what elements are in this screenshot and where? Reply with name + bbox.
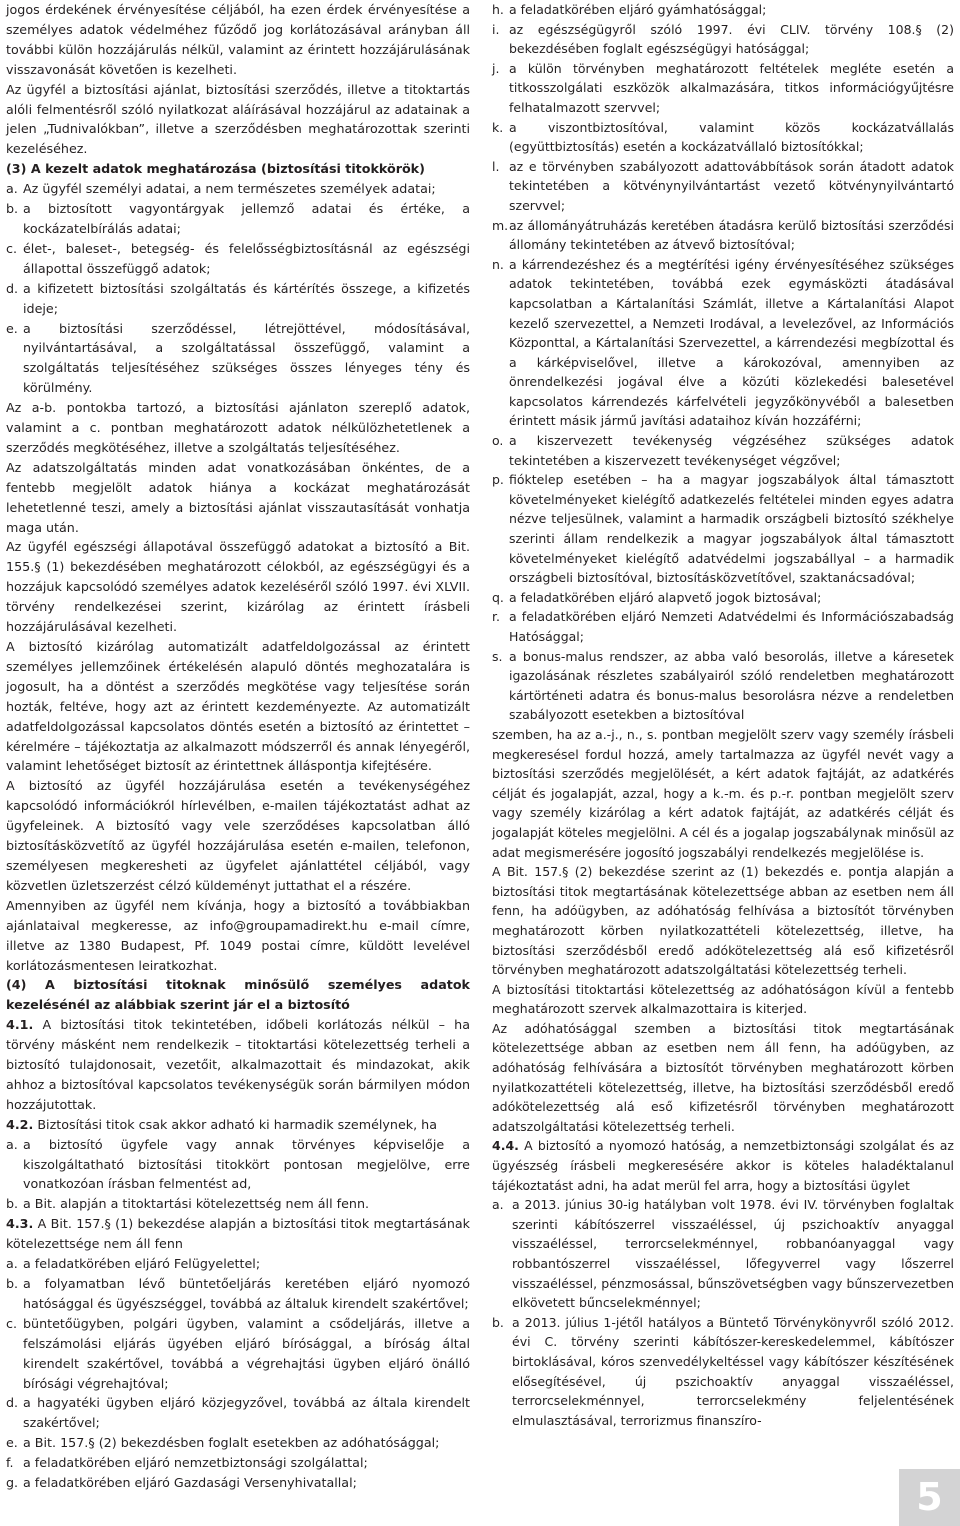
list-marker: b. [6, 201, 19, 217]
list-marker: i. [492, 21, 500, 37]
list-item-text: a kiszervezett tevékenység végzéséhez szükséges adatok tekintetében a kiszervezett tevékenységet végzővel; [509, 433, 954, 468]
paragraph-text: A Bit. 157.§ (1) bekezdése alapján a biztosítási titok megtartásának kötelezettsége nem áll fenn [6, 1216, 470, 1252]
list-item-text: az egészségügyről szóló 1997. évi CLIV. törvény 108.§ (2) bekezdésében foglalt egészségügyi hatósággal; [509, 21, 954, 57]
list-marker: e. [6, 1435, 18, 1451]
paragraph-text: A biztosítási titok tekintetében, időbeli korlátozás nélkül – ha törvény másként nem rendelkezik – titoktartási kötelezettség terheli a biztosító tulajdonosait, vezetőit, alkalmazottait és mindazokat, akik ahhoz a biztosítóval kapcsolatos tevékenységük során bármilyen módon hozzájutottak. [6, 1017, 470, 1112]
paragraph: A biztosító az ügyfél hozzájárulása esetén a tevékenységéhez kapcsolódó információkról hírlevélben, e-mailen tájékoztatást adhat az ügyfeleinek. A biztosító vagy vele szerződéses kapcsolatban álló biztosításközvetítő az ügyfél hozzájárulása esetén e-mailen, telefonon, személyesen megkeresheti az ügyfelet ajánlattétel céljából, vagy közvetlen üzletszerzést célzó küldeményt juttathat el a részére. [6, 778, 470, 893]
paragraph-text: Biztosítási titok csak akkor adható ki harmadik személynek, ha [37, 1116, 437, 1132]
list-item [6, 279, 470, 319]
list-item [6, 319, 470, 399]
list-item [6, 1274, 470, 1314]
list-marker: f. [6, 1455, 14, 1471]
list-item [492, 255, 954, 431]
list-item [6, 199, 470, 239]
list-marker: r. [492, 609, 500, 625]
list-item [6, 1254, 470, 1274]
list-marker: b. [6, 1196, 19, 1212]
list-marker: a. [6, 1136, 18, 1152]
list-item-text: büntetőügyben, polgári ügyben, valamint a csődeljárás, illetve a felszámolási eljárás ügyében eljáró bírósággal, a bíróság által kirendelt szakértővel, továbbá a végrehajtási ügyben eljáró önálló bírósági végrehajtóval; [23, 1315, 470, 1391]
list-item [492, 118, 954, 157]
list-marker: n. [492, 256, 504, 272]
paragraph: A biztosító kizárólag automatizált adatfeldolgozással az érintett személyes jellemzőinek értékelésén alapuló döntés meghozatalára is jogosult, ha a döntést a szerződés megkötése vagy teljesítése során hozták, feltéve, hogy azt az érintett kezdeményezte. Az automatizált adatfeldolgozással kapcsolatos döntés esetén a biztosító az érintettet – kérelmére – tájékoztatja az alkalmazott módszerről és annak lényegéről, valamint lehetőséget biztosít az érintettnek álláspontja kifejtésére. [6, 639, 470, 774]
list-marker: b. [6, 1276, 19, 1291]
list-item [492, 607, 954, 646]
list-item [492, 470, 954, 588]
list-item [6, 1453, 470, 1473]
list-marker: k. [492, 119, 504, 135]
left-column [6, 0, 470, 1493]
list-item [492, 1195, 954, 1313]
list-item-text: a biztosító ügyfele vagy annak törvényes képviselője a kiszolgáltatható biztosítási titokkört pontosan megjelölve, erre vonatkozóan írásban felmentést ad, [23, 1136, 470, 1192]
list-item [6, 1135, 470, 1195]
list-item-text: a 2013. július 1-jétől hatályos a Büntető Törvénykönyvről szóló 2012. évi C. törvény szerinti kábítószer-kereskedelemmel, kábítószer birtoklásával, kóros szenvedélykeltéssel vagy kábítószer készítésének elősegítésével, új pszichoaktív anyaggal visszaéléssel, terrorcselekménnyel, terrorcselekmény feljelentésének elmulasztásával, terrorizmus finanszíro- [512, 1314, 954, 1428]
list-marker: d. [6, 280, 19, 296]
list-item-text: a biztosított vagyontárgyak jellemző adatai és értéke, a kockázatelbírálás adatai; [23, 201, 470, 236]
list-item-text: a 2013. június 30-ig hatályban volt 1978. évi IV. törvényben foglaltak szerinti kábítószerrel visszaéléssel, új pszichoaktív anyaggal visszaéléssel, terrorcselekménnyel, robbanóanyaggal vagy robbantószerrel visszaéléssel, lőfegyverrel vagy lőszerrel visszaéléssel, pénzmosással, bűnszövetségben vagy bűnszervezetben elkövetett bűncselekménnyel; [512, 1197, 954, 1311]
list-item-text: a feladatkörében eljáró Felügyelettel; [23, 1256, 261, 1272]
list-marker: c. [6, 240, 18, 256]
list-item-text: a kifizetett biztosítási szolgáltatás és kártérítés összege, a kifizetés ideje; [23, 280, 470, 316]
list-item [492, 216, 954, 255]
list-item-text: a bonus-malus rendszer, az abba való besorolás, illetve a káresetek igazolásának részletes szabályairól szóló rendeletben meghatározott kártörténeti adatra és bonus-malus besorolásra nézve a rendeletben szabályozott esetekben a biztosítóval [509, 648, 954, 723]
list-item-text: a Bit. alapján a titoktartási kötelezettség nem áll fenn. [23, 1196, 370, 1212]
section-heading: (3) A kezelt adatok meghatározása (biztosítási titokkörök) [6, 161, 425, 177]
list-item [492, 20, 954, 59]
numbered-paragraph [6, 1015, 470, 1115]
list-item-text: a hagyatéki ügyben eljáró közjegyzővel, továbbá az általa kirendelt szakértővel; [23, 1395, 470, 1431]
list-item-text: a feladatkörében eljáró nemzetbiztonsági szolgálattal; [23, 1455, 368, 1471]
paragraph: Az adóhatósággal szemben a biztosítási titok megtartásának kötelezettsége abban az esetben nem áll fenn, ha adóügyben, az adóhatóság felhívására a biztosítót törvényben meghatározott körben nyilatkozattételi kötelezettség, illetve, ha biztosítási szerződésből eredő adókötelezettség alá eső kifizetésről törvényben meghatározott adatszolgáltatási kötelezettség terheli. [492, 1020, 954, 1134]
list-marker: a. [6, 181, 18, 197]
numbered-paragraph [6, 1115, 470, 1135]
paragraph: Az a-b. pontokba tartozó, a biztosítási ajánlaton szereplő adatok, valamint a c. pontban meghatározott adatok nélkülözhetetlenek a szerződés megkötéséhez, illetve a szolgáltatás teljesítéséhez. [6, 400, 470, 455]
list-item-text: a Bit. 157.§ (2) bekezdésben foglalt esetekben az adóhatósággal; [23, 1435, 440, 1451]
paragraph: jogos érdekének érvényesítése céljából, ha ezen érdek érvényesítése a személyes adatok védelméhez fűződő jog korlátozásával arányban áll további külön hozzájárulás nélkül, valamint az érintett hozzájárulásának visszavonását követően is kezelheti. [6, 2, 470, 77]
list-item [6, 179, 470, 199]
list-marker: h. [492, 2, 504, 17]
list-item [6, 239, 470, 279]
paragraph: A biztosítási titoktartási kötelezettség az adóhatóságon kívül a fentebb meghatározott szervek alkalmazottaira is kiterjed. [492, 981, 954, 1017]
list-item [6, 1314, 470, 1394]
list-item-text: a biztosítási szerződéssel, létrejöttével, módosításával, nyilvántartásával, a szolgáltatással összefüggő, valamint a szolgáltatás teljesítéséhez szükséges összes lényeges tény és körülmény. [23, 320, 470, 396]
list-item-text: a kárrendezéshez és a megtérítési igény érvényesítéséhez szükséges adatok tekintetében, továbbá ezek egymásközti átadásával kapcsolatban a Kártalanítási Számlát, illetve a Kártalanítási Alapot kezelő szervezettel, a Nemzeti Irodával, a levelezővel, az Információs Központtal, a Kártalanítási Szervezettel, a kárrendezési megbízottal és a kárképviselővel, illetve a károkozóval, amennyiben az önrendelkezési jogával élve a közúti közlekedési balesetével kapcsolatos kárrendezés kárfelvételi jegyzőkönyvéből a balesetben érintett másik jármű javítási adataihoz kíván hozzáférni; [509, 256, 954, 429]
list-item [492, 431, 954, 470]
list-item-text: a folyamatban lévő büntetőeljárás keretében eljáró nyomozó hatósággal és ügyészséggel, továbbá az általuk kirendelt szakértővel; [23, 1276, 470, 1311]
section-heading: (4) A biztosítási titoknak minősülő személyes adatok kezelésénél az alábbiak szerint jár el a biztosító [6, 977, 470, 1013]
paragraph-number: 4.3. [6, 1216, 34, 1232]
paragraph: Az ügyfél egészségi állapotával összefüggő adatokat a biztosító a Bit. 155.§ (1) bekezdésében meghatározott célokból, az egészségügyi és a hozzájuk kapcsolódó személyes adatok kezeléséről szóló 1997. évi XLVII. törvény rendelkezései szerint, kizárólag az érintett írásbeli hozzájárulásával kezelheti. [6, 539, 470, 635]
list-item [492, 647, 954, 725]
list-marker: e. [6, 320, 18, 336]
list-marker: p. [492, 472, 504, 488]
list-item [492, 59, 954, 118]
numbered-paragraph [6, 1214, 470, 1254]
list-item-text: élet-, baleset-, betegség- és felelősségbiztosításnál az egészségi állapottal összefüggő adatok; [23, 240, 470, 276]
list-item [492, 1313, 954, 1431]
paragraph: Az adatszolgáltatás minden adat vonatkozásában önkéntes, de a fentebb megjelölt adatok hiánya a kockázat meghatározását lehetetlenné teszi, amely a biztosítási ajánlat visszautasítását vonhatja maga után. [6, 459, 470, 535]
list-item [492, 0, 954, 20]
list-item [6, 1433, 470, 1453]
paragraph: A Bit. 157.§ (2) bekezdése szerint az (1) bekezdés e. pontja alapján a biztosítási titok megtartásának kötelezettsége abban az esetben nem áll fenn, ha adóügyben, az adóhatóság felhívása a biztosítót törvényben meghatározott körben nyilatkozattételi kötelezettség, illetve, ha biztosítási szerződésből eredő adókötelezettség alá eső kifizetésről törvényben meghatározott adatszolgáltatási kötelezettség terheli. [492, 864, 954, 978]
list-item-text: az e törvényben szabályozott adattovábbítások során átadott adatok tekintetében a kötvénynyilvántartást vezető kötvénynyilvántartó szervvel; [509, 158, 954, 213]
page-number: 5 [899, 1469, 960, 1526]
list-marker: j. [492, 60, 500, 76]
list-item-text: a feladatkörében eljáró alapvető jogok biztosával; [509, 589, 822, 605]
list-marker: o. [492, 433, 504, 449]
list-marker: m. [492, 217, 509, 233]
list-item [6, 1194, 470, 1214]
paragraph: Amennyiben az ügyfél nem kívánja, hogy a biztosító a továbbiakban ajánlataival megkeresse, az info@groupamadirekt.hu e-mail címre, illetve az 1380 Budapest, Pf. 1049 postai címre, küldött levelével korlátozásmentesen leiratkozhat. [6, 897, 470, 973]
list-item [492, 588, 954, 608]
numbered-paragraph [492, 1136, 954, 1195]
list-marker: s. [492, 648, 503, 664]
list-item [6, 1393, 470, 1433]
list-item-text: a feladatkörében eljáró Nemzeti Adatvédelmi és Információszabadság Hatósággal; [509, 609, 954, 644]
list-marker: q. [492, 589, 504, 605]
paragraph: Az ügyfél a biztosítási ajánlat, biztosítási szerződés, illetve a titoktartás alóli felmentésről szóló nyilatkozat aláírásával hozzájárul az adatainak a jelen „Tudnivalókban”, illetve a szerződésben meghatározottak szerinti kezeléséhez. [6, 81, 470, 157]
list-item [492, 157, 954, 216]
list-item-text: a külön törvényben meghatározott feltételek megléte esetén a titkosszolgálati eszközök alkalmazására, titkos információgyűjtésre felhatalmazott szervvel; [509, 60, 954, 115]
list-marker: l. [492, 158, 500, 174]
right-column [492, 0, 954, 1430]
list-item-text: Az ügyfél személyi adatai, a nem természetes személyek adatai; [23, 181, 436, 197]
list-marker: a. [6, 1256, 18, 1272]
list-item-text: a feladatkörében eljáró gyámhatósággal; [509, 2, 767, 17]
list-item-text: az állományátruházás keretében átadásra kerülő biztosítási szerződési állomány tekintetében az átvevő biztosítóval; [509, 217, 954, 253]
list-marker: d. [6, 1395, 19, 1411]
list-marker: a. [492, 1197, 504, 1213]
list-item-text: fióktelep esetében – ha a magyar jogszabályok által támasztott követelményeket kielégítő adatkezelés feltételei minden egyes adatra nézve teljesülnek, valamint a harmadik országbeli biztosító székhelye szerinti állam rendelkezik a magyar jogszabályok által támasztott követelményeket kielégítő adatvédelmi jogszabállyal – a harmadik országbeli biztosítóval, biztosításközvetítővel, szaktanácsadóval; [509, 472, 954, 586]
paragraph-number: 4.4. [492, 1138, 519, 1154]
list-item [6, 1473, 470, 1493]
list-item-text: a feladatkörében eljáró Gazdasági Versenyhivatallal; [23, 1475, 357, 1491]
paragraph-number: 4.2. [6, 1116, 34, 1132]
list-marker: c. [6, 1315, 18, 1331]
list-marker: b. [492, 1314, 504, 1330]
paragraph-text: A biztosító a nyomozó hatóság, a nemzetbiztonsági szolgálat és az ügyészség írásbeli megkeresésére akkor is köteles haladéktalanul tájékoztatást adni, ha adat merül fel arra, hogy a biztosítási ügylet [492, 1138, 954, 1193]
list-marker: g. [6, 1475, 19, 1491]
paragraph-number: 4.1. [6, 1017, 34, 1033]
paragraph: szemben, ha az a.-j., n., s. pontban megjelölt szerv vagy személy írásbeli megkeresésel fordul hozzá, amely tartalmazza az ügyfél nevét vagy a biztosítási szerződés megjelölését, a kért adatok fajtáját, az adatkérés célját és jogalapját, azzal, hogy a k.-m. és p.-r. pontban megjelölt szerv vagy személy kizárólag a kért adatok fajtáját, az adatkérés célját és jogalapját köteles megjelölni. A cél és a jogalap jogszabálynak minősül az adat megismerésére jogosító jogszabályi rendelkezés megjelölése is. [492, 726, 954, 860]
list-item-text: a viszontbiztosítóval, valamint közös kockázatvállalás (együttbiztosítás) esetén a kockázatvállaló biztosítókkal; [509, 119, 954, 155]
